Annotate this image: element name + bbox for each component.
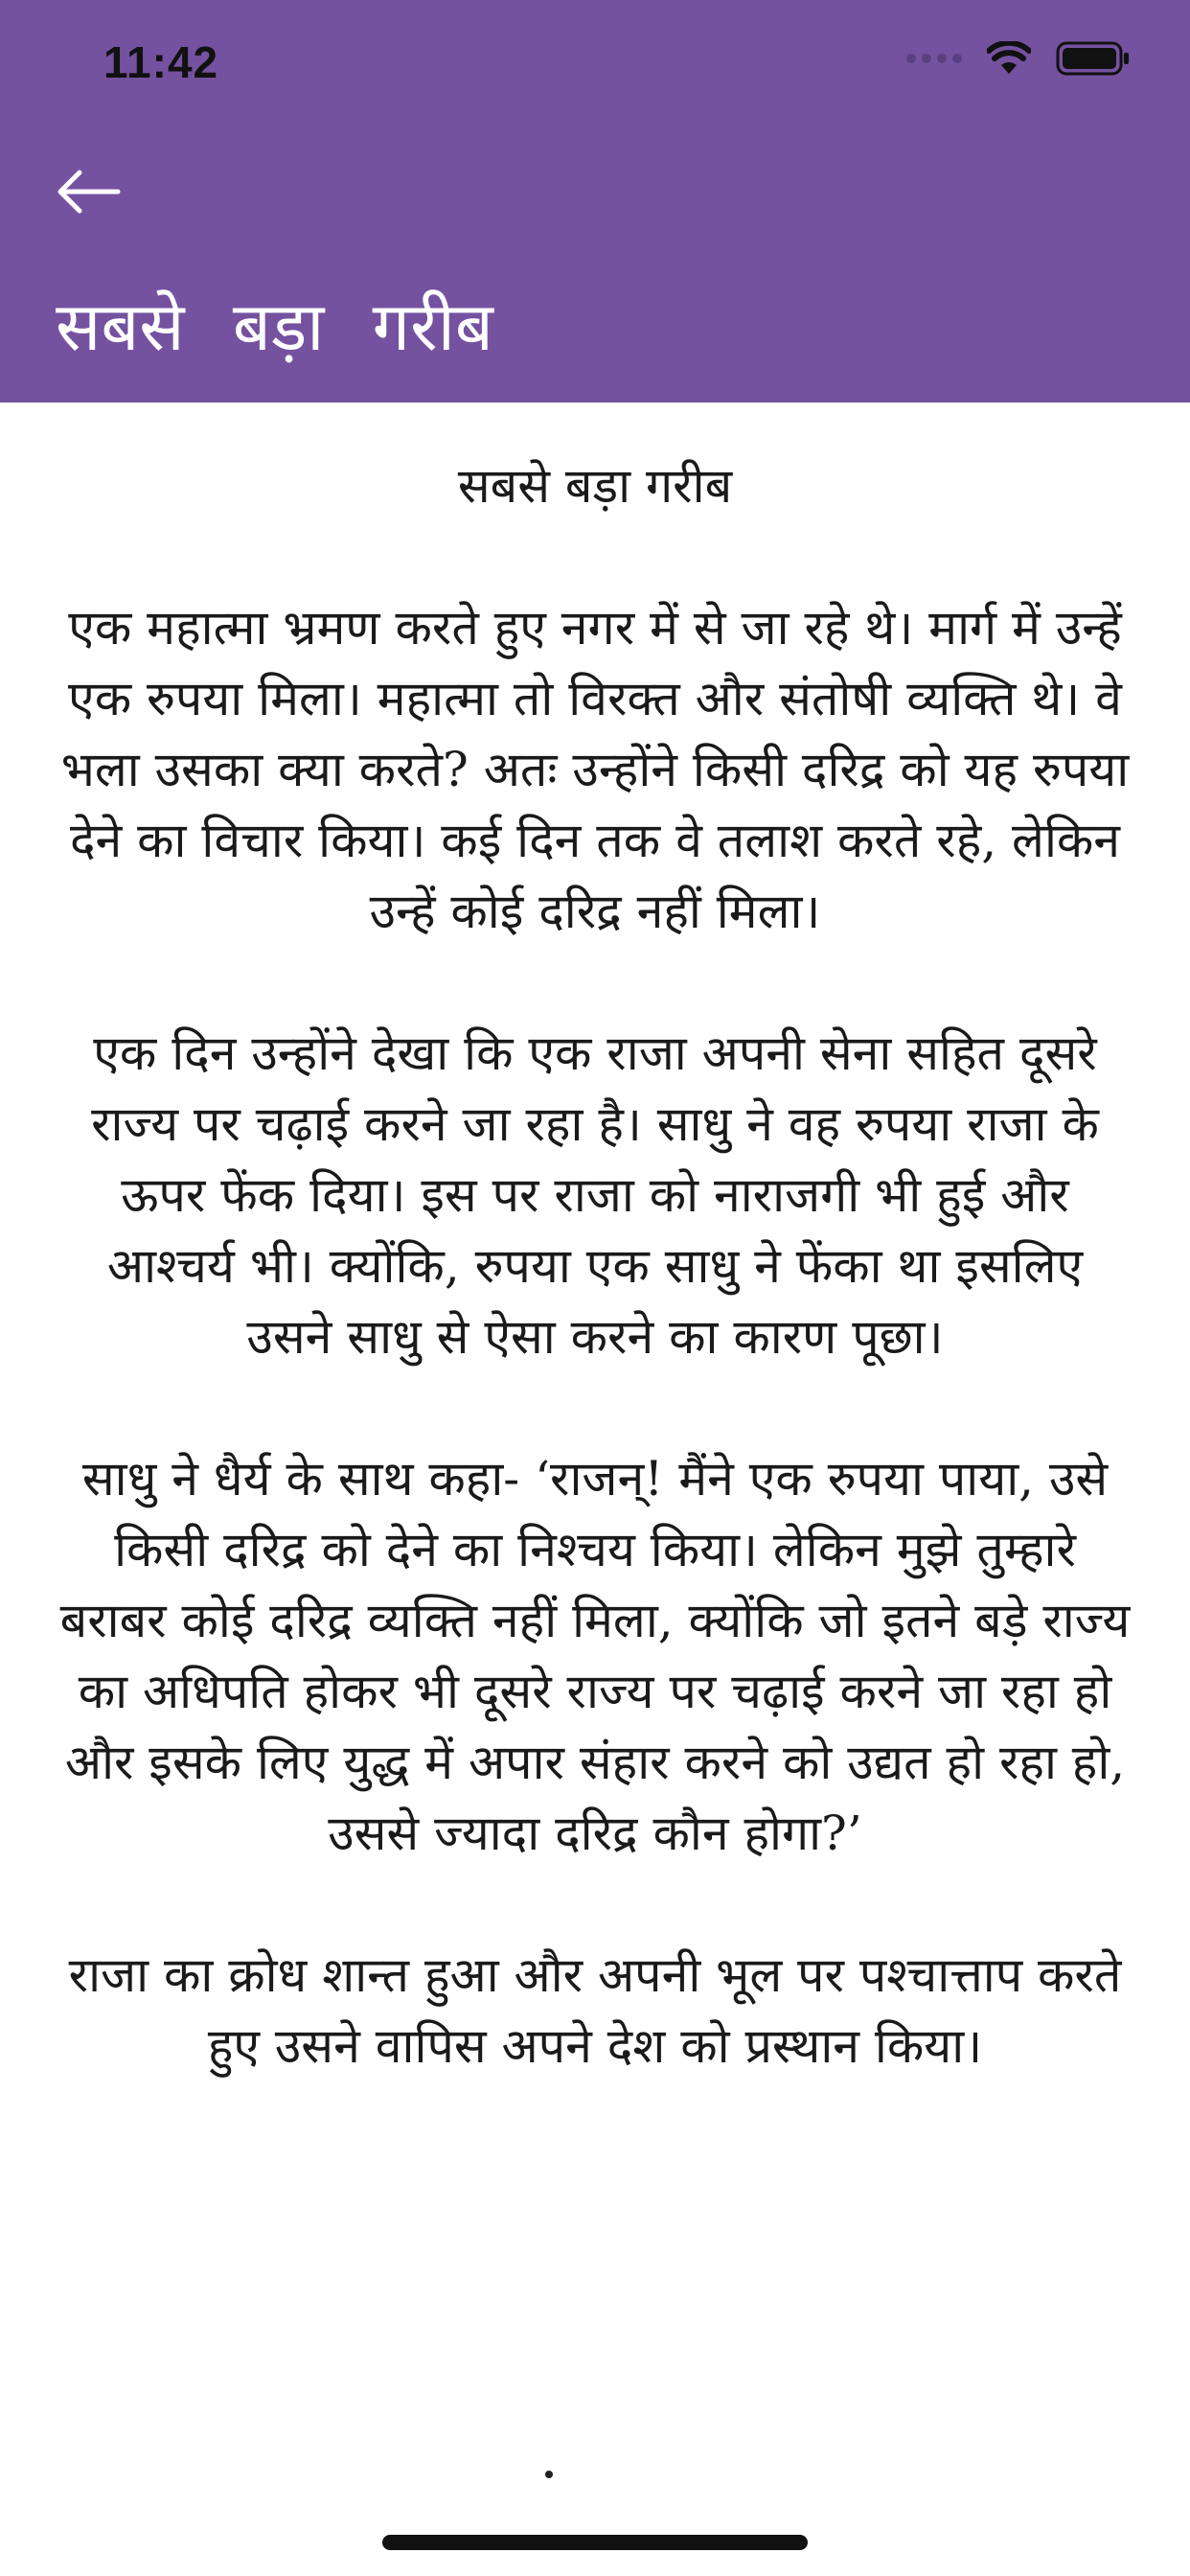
story-paragraph: साधु ने धैर्य के साथ कहा- ‘राजन्! मैंने एक रुपया पाया, उसे किसी दरिद्र को देने का निश्चय किया। लेकिन मुझे तुम्हारे बराबर कोई दरिद्र व्यक्ति नहीं मिला, क्योंकि जो इतने बड़े राज्य का अधिपति होकर भी दूसरे राज्य पर चढ़ाई करने जा रहा हो और इसके लिए युद्ध में अपार संहार करने को उद्यत हो रहा हो, उससे ज्यादा दरिद्र कौन होगा?’ xyxy=(59,1451,1131,1861)
story-content xyxy=(57,450,1133,2152)
cellular-signal-icon xyxy=(906,54,962,63)
back-button[interactable] xyxy=(50,153,126,230)
status-time: 11:42 xyxy=(103,37,219,87)
status-icons xyxy=(906,40,1131,77)
story-paragraph: राजा का क्रोध शान्त हुआ और अपनी भूल पर पश्चात्ताप करते हुए उसने वापिस अपने देश को प्रस्थान किया। xyxy=(68,1947,1122,2074)
scroll-indicator xyxy=(545,2471,553,2478)
home-indicator[interactable] xyxy=(382,2535,808,2550)
app-bar xyxy=(0,0,1190,402)
battery-icon xyxy=(1056,40,1131,77)
page-title: सबसे बड़ा गरीब xyxy=(56,288,493,366)
arrow-left-icon xyxy=(55,168,122,216)
story-heading: सबसे बड़ा गरीब xyxy=(457,458,733,514)
story-paragraph: एक महात्मा भ्रमण करते हुए नगर में से जा रहे थे। मार्ग में उन्हें एक रुपया मिला। महात्मा तो विरक्त और संतोषी व्यक्ति थे। वे भला उसका क्या करते? अतः उन्होंने किसी दरिद्र को यह रुपया देने का विचार किया। कई दिन तक वे तलाश करते रहे, लेकिन उन्हें कोई दरिद्र नहीं मिला। xyxy=(60,600,1130,939)
story-paragraph: एक दिन उन्होंने देखा कि एक राजा अपनी सेना सहित दूसरे राज्य पर चढ़ाई करने जा रहा है। साधु ने वह रुपया राजा के ऊपर फेंक दिया। इस पर राजा को नाराजगी भी हुई और आश्चर्य भी। क्योंकि, रुपया एक साधु ने फेंका था इसलिए उसने साधु से ऐसा करने का कारण पूछा। xyxy=(91,1025,1099,1365)
wifi-icon xyxy=(987,41,1031,76)
